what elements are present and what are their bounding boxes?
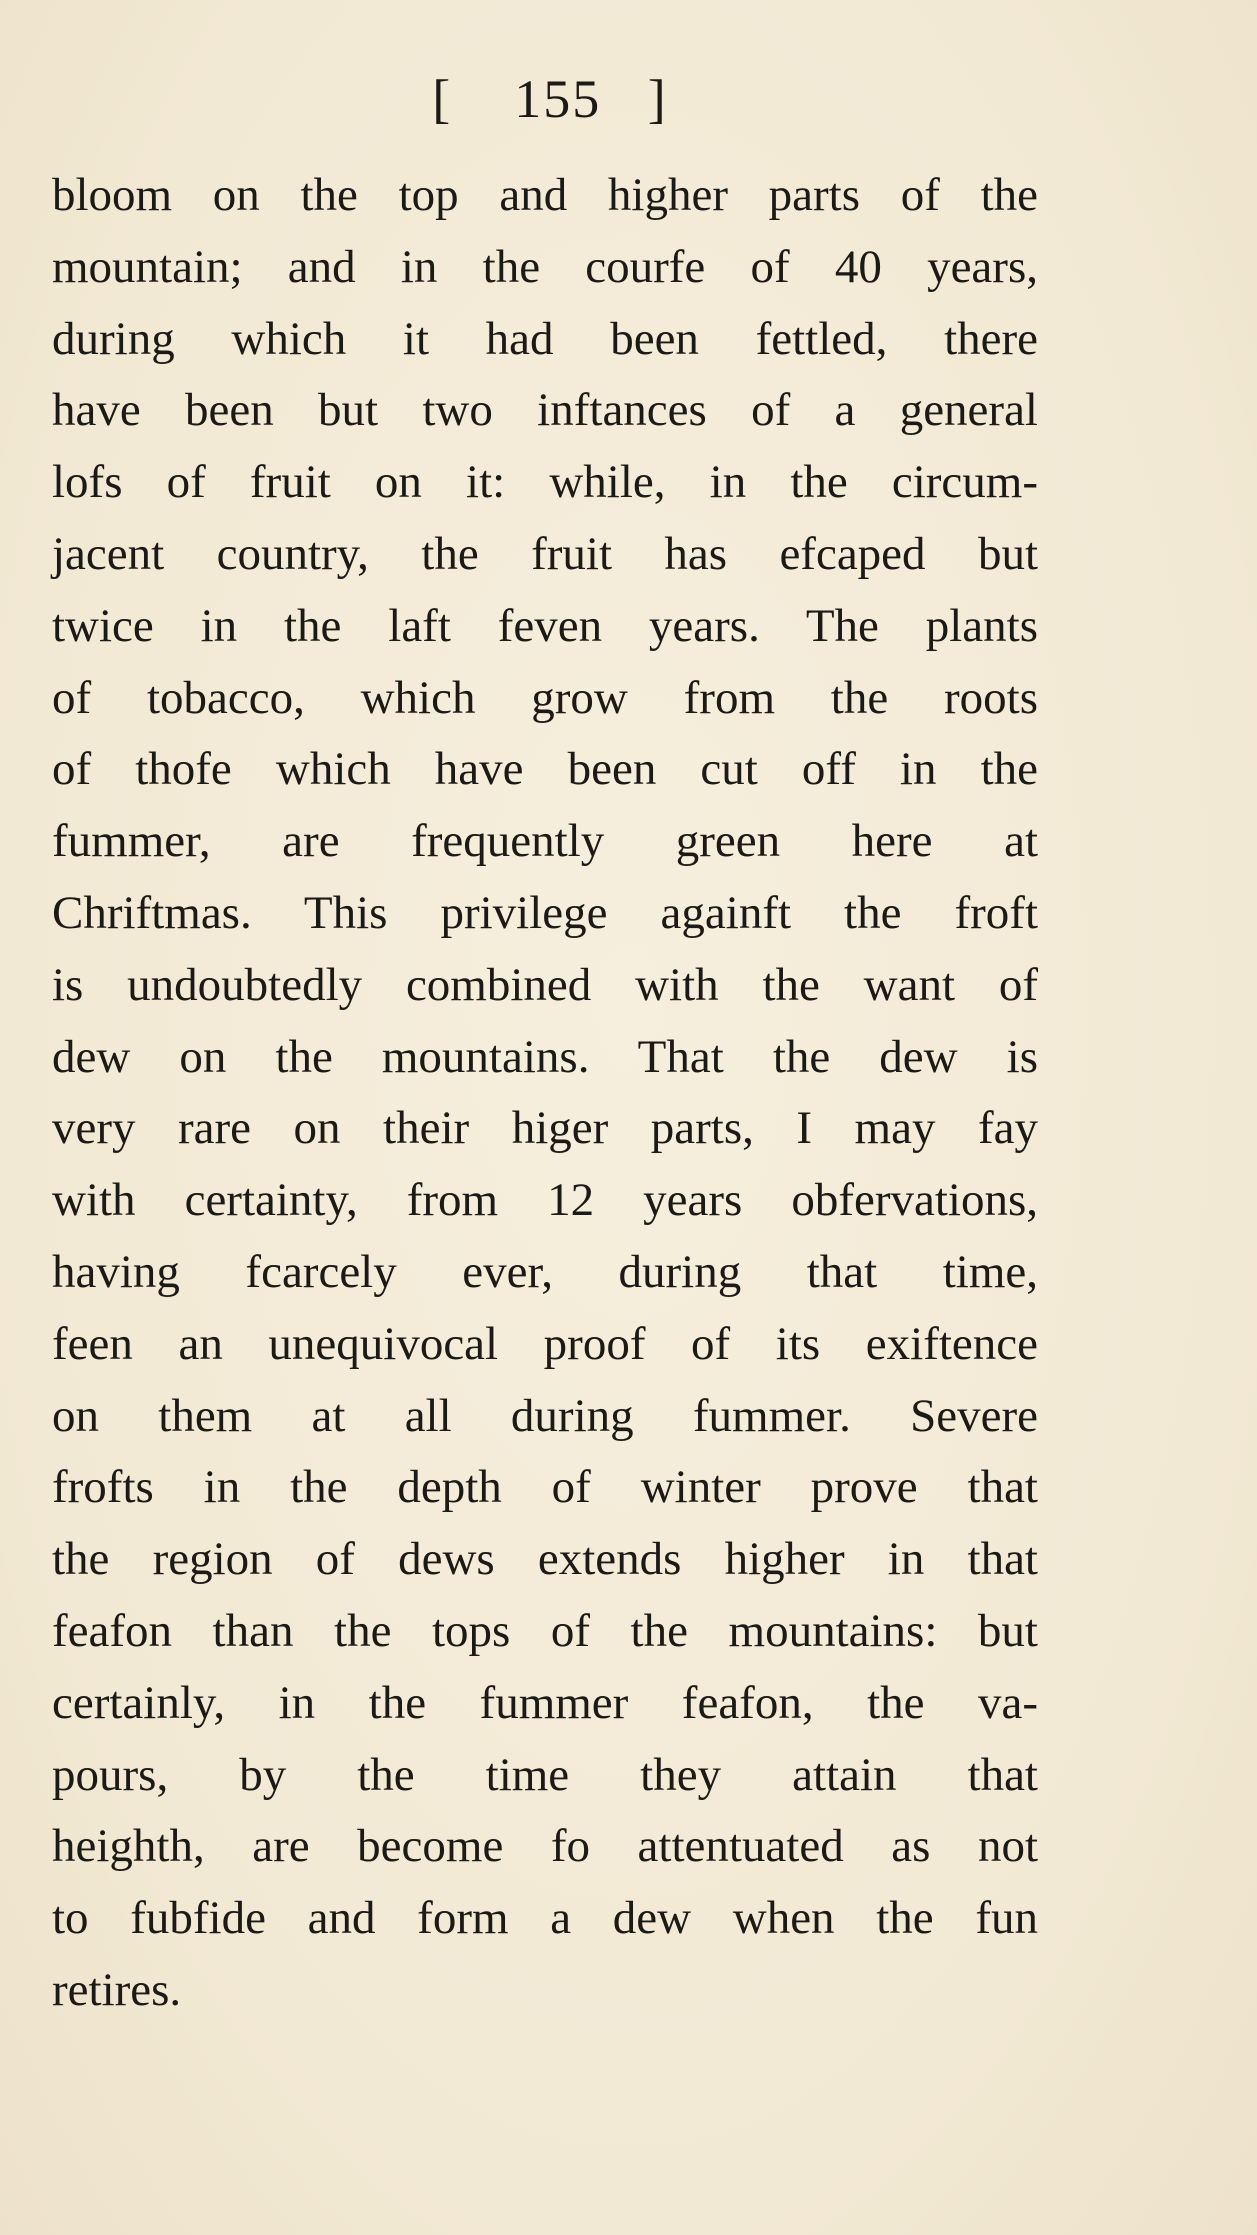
text-line: heighth, are become fo attentuated as not: [52, 1820, 1038, 1873]
text-line: dew on the mountains. That the dew is: [52, 1030, 1038, 1083]
text-line: is undoubtedly combined with the want of: [52, 958, 1038, 1011]
text-line: retires.: [52, 1963, 182, 2016]
text-line: pours, by the time they attain that: [52, 1748, 1038, 1801]
text-line: Chriftmas. This privilege againft the froft: [52, 886, 1038, 939]
text-line: the region of dews extends higher in that: [52, 1533, 1038, 1586]
text-line: have been but two inftances of a general: [52, 384, 1038, 437]
text-line: mountain; and in the courfe of 40 years,: [52, 240, 1038, 293]
text-line: of thofe which have been cut off in the: [52, 743, 1038, 796]
text-line: feafon than the tops of the mountains: but: [52, 1604, 1038, 1657]
body-text: [52, 160, 1038, 2027]
text-line: twice in the laft feven years. The plants: [52, 599, 1038, 652]
text-line: feen an unequivocal proof of its exiftence: [52, 1317, 1038, 1370]
text-line: jacent country, the fruit has efcaped but: [52, 527, 1038, 580]
text-line: bloom on the top and higher parts of the: [52, 169, 1038, 221]
text-line: during which it had been fettled, there: [52, 312, 1038, 365]
text-line: certainly, in the fummer feafon, the va-: [52, 1676, 1038, 1729]
text-line: to fubfide and form a dew when the fun: [52, 1892, 1038, 1945]
text-line: of tobacco, which grow from the roots: [52, 671, 1038, 724]
text-line: on them at all during fummer. Severe: [52, 1389, 1038, 1442]
text-line: fummer, are frequently green here at: [52, 815, 1038, 868]
text-line: lofs of fruit on it: while, in the circum-: [52, 456, 1038, 509]
page-number: [ 155 ]: [432, 69, 668, 129]
text-line: having fcarcely ever, during that time,: [52, 1245, 1038, 1298]
text-line: very rare on their higer parts, I may fay: [52, 1102, 1038, 1155]
text-line: with certainty, from 12 years obfervations,: [52, 1174, 1038, 1227]
text-line: frofts in the depth of winter prove that: [52, 1461, 1038, 1514]
